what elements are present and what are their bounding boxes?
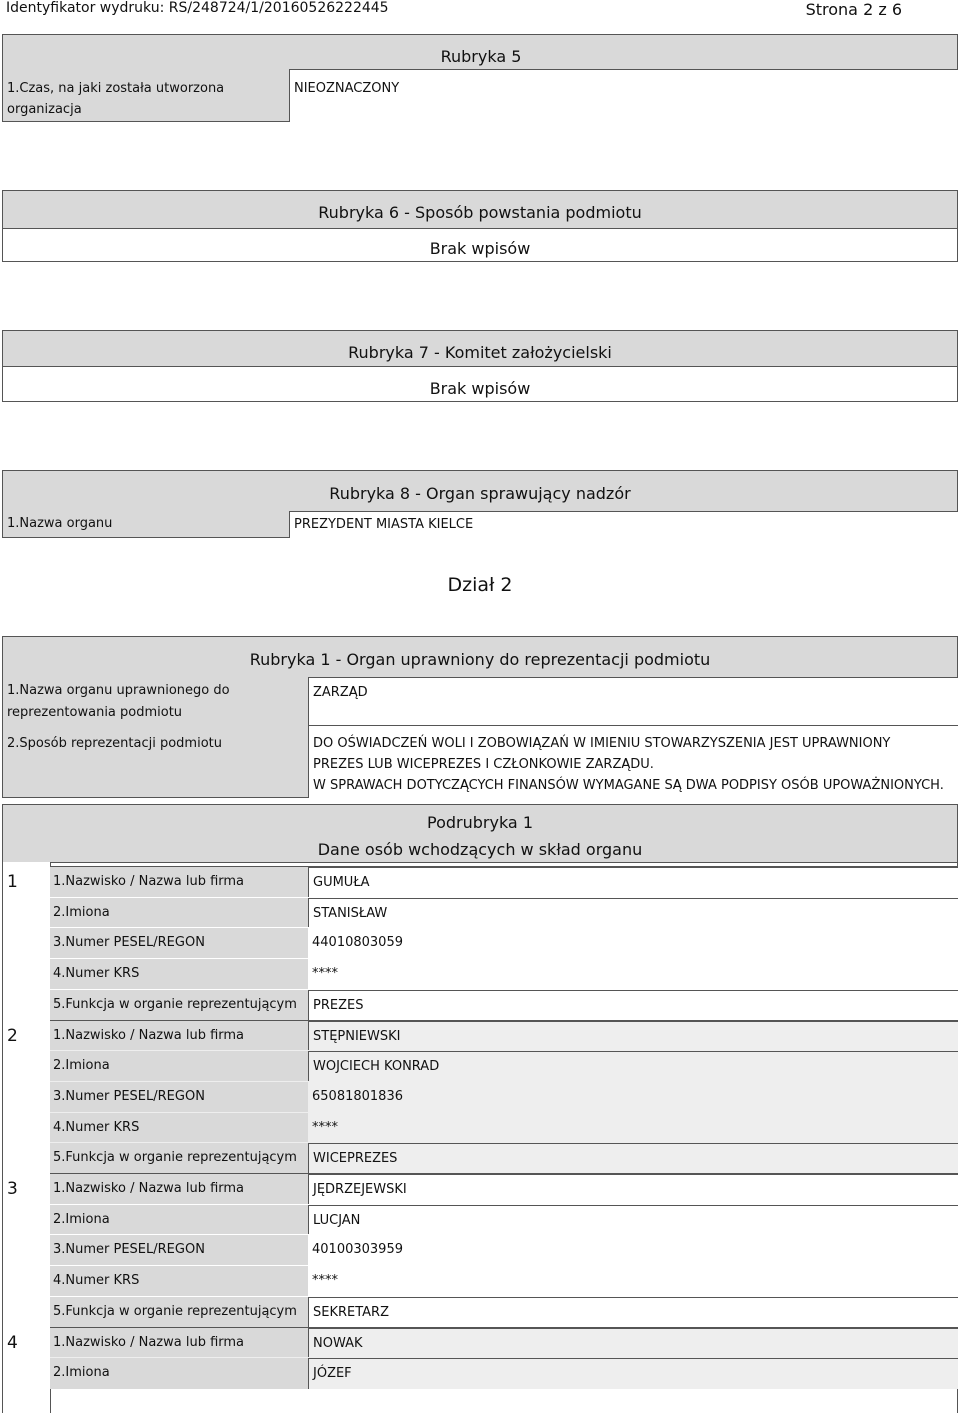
person-field-label: 1.Nazwisko / Nazwa lub firma <box>50 1021 308 1052</box>
person-field-value: **** <box>308 1266 958 1297</box>
rubryka-1-label-2: 2.Sposób reprezentacji podmiotu <box>7 733 222 755</box>
person-field-row <box>50 927 958 959</box>
dzial-title: Dział 2 <box>447 574 513 596</box>
rubryka-1-value-1-cell <box>308 677 958 726</box>
person-field-value: WOJCIECH KONRAD <box>308 1051 958 1082</box>
person-number: 4 <box>7 1332 18 1353</box>
rubryka-1-value-2-line-2: PREZES LUB WICEPREZES I CZŁONKOWIE ZARZĄDU. <box>313 757 654 772</box>
person-field-value: STĘPNIEWSKI <box>308 1021 958 1052</box>
rubryka-1-value-1: ZARZĄD <box>313 685 368 700</box>
rubryka-7-value: Brak wpisów <box>429 379 531 398</box>
person-field-row <box>50 1142 958 1174</box>
person-field-row <box>50 1327 958 1359</box>
rubryka-8-label: 1.Nazwa organu <box>7 513 112 535</box>
rubryka-7-section <box>2 330 958 402</box>
person-field-row <box>50 897 958 929</box>
person-field-value: 65081801836 <box>308 1082 958 1113</box>
rubryka-7-header <box>2 330 958 367</box>
person-field-label: 3.Numer PESEL/REGON <box>50 928 308 959</box>
person-field-label: 2.Imiona <box>50 1205 308 1236</box>
rubryka-6-header <box>2 190 958 229</box>
rubryka-8-title: Rubryka 8 - Organ sprawujący nadzór <box>329 484 631 503</box>
page-number: Strona 2 z 6 <box>805 0 902 19</box>
person-field-value: WICEPREZES <box>308 1143 958 1174</box>
person-field-label: 2.Imiona <box>50 1051 308 1082</box>
rubryka-6-section <box>2 190 958 262</box>
person-field-value: **** <box>308 1113 958 1144</box>
person-field-value: SEKRETARZ <box>308 1297 958 1328</box>
person-field-label: 1.Nazwisko / Nazwa lub firma <box>50 1174 308 1205</box>
rubryka-6-title: Rubryka 6 - Sposób powstania podmiotu <box>318 203 642 222</box>
person-field-label: 2.Imiona <box>50 1358 308 1389</box>
rubryka-1-value-2-line-3: W SPRAWACH DOTYCZĄCYCH FINANSÓW WYMAGANE SĄ DWA PODPISY OSÓB UPOWAŻNIONYCH. <box>313 778 944 793</box>
rubryka-8-section <box>2 470 958 538</box>
person-field-row <box>50 958 958 990</box>
rubryka-1-value-2-line-1: DO OŚWIADCZEŃ WOLI I ZOBOWIĄZAŃ W IMIENIU STOWARZYSZENIA JEST UPRAWNIONY <box>313 736 891 751</box>
person-field-label: 5.Funkcja w organie reprezentującym <box>50 1143 308 1174</box>
person-field-row <box>50 1020 958 1052</box>
person-field-label: 4.Numer KRS <box>50 1266 308 1297</box>
rubryka-5-title: Rubryka 5 <box>440 47 522 66</box>
rubryka-5-value: NIEOZNACZONY <box>294 81 400 96</box>
person-field-value: JĘDRZEJEWSKI <box>308 1174 958 1205</box>
person-field-value: 40100303959 <box>308 1235 958 1266</box>
rubryka-1-value-2-cell <box>308 725 958 798</box>
rubryka-5-value-cell <box>289 69 958 122</box>
person-field-label: 3.Numer PESEL/REGON <box>50 1082 308 1113</box>
person-number: 2 <box>7 1025 18 1046</box>
person-field-label: 5.Funkcja w organie reprezentującym <box>50 1297 308 1328</box>
person-field-row <box>50 1265 958 1297</box>
person-number-column <box>2 862 51 1413</box>
person-field-label: 2.Imiona <box>50 898 308 929</box>
person-field-value: 44010803059 <box>308 928 958 959</box>
rubryka-8-value: PREZYDENT MIASTA KIELCE <box>294 517 474 532</box>
person-field-value: GUMUŁA <box>308 867 958 898</box>
person-field-row <box>50 1234 958 1266</box>
print-header <box>0 0 960 19</box>
rubryka-7-title: Rubryka 7 - Komitet założycielski <box>348 343 612 362</box>
person-field-label: 4.Numer KRS <box>50 1113 308 1144</box>
person-number: 1 <box>7 872 18 892</box>
person-field-row <box>50 866 958 898</box>
person-field-value: **** <box>308 959 958 990</box>
person-field-value: STANISŁAW <box>308 898 958 929</box>
rubryka-8-value-cell <box>289 511 958 538</box>
person-field-row <box>50 1081 958 1113</box>
person-field-row <box>50 989 958 1021</box>
rubryka-5-section <box>2 34 958 122</box>
person-field-value: PREZES <box>308 990 958 1021</box>
rubryka-5-label: 1.Czas, na jaki została utworzona organizacja <box>7 78 237 120</box>
person-field-row <box>50 1050 958 1082</box>
person-field-label: 1.Nazwisko / Nazwa lub firma <box>50 1328 308 1359</box>
person-field-row <box>50 1357 958 1389</box>
rubryka-1-title: Rubryka 1 - Organ uprawniony do reprezentacji podmiotu <box>249 650 711 669</box>
person-number: 3 <box>7 1179 18 1199</box>
person-field-row <box>50 1112 958 1144</box>
person-field-value: NOWAK <box>308 1328 958 1359</box>
rubryka-6-value: Brak wpisów <box>429 239 531 258</box>
person-field-row <box>50 1204 958 1236</box>
rubryka-1-label-1: 1.Nazwa organu uprawnionego do reprezentowania podmiotu <box>7 680 267 724</box>
podrubryka-subtitle: Dane osób wchodzących w skład organu <box>317 840 643 859</box>
person-field-label: 3.Numer PESEL/REGON <box>50 1235 308 1266</box>
person-field-row <box>50 1173 958 1205</box>
podrubryka-header <box>2 804 958 863</box>
person-field-row <box>50 1296 958 1328</box>
person-field-value: LUCJAN <box>308 1205 958 1236</box>
print-identifier: Identyfikator wydruku: RS/248724/1/20160526222445 <box>6 0 389 16</box>
podrubryka-title: Podrubryka 1 <box>427 813 533 832</box>
rubryka-1-section <box>2 636 958 798</box>
person-field-label: 4.Numer KRS <box>50 959 308 990</box>
person-field-label: 5.Funkcja w organie reprezentującym <box>50 990 308 1021</box>
person-field-value: JÓZEF <box>308 1358 958 1389</box>
person-field-label: 1.Nazwisko / Nazwa lub firma <box>50 867 308 898</box>
